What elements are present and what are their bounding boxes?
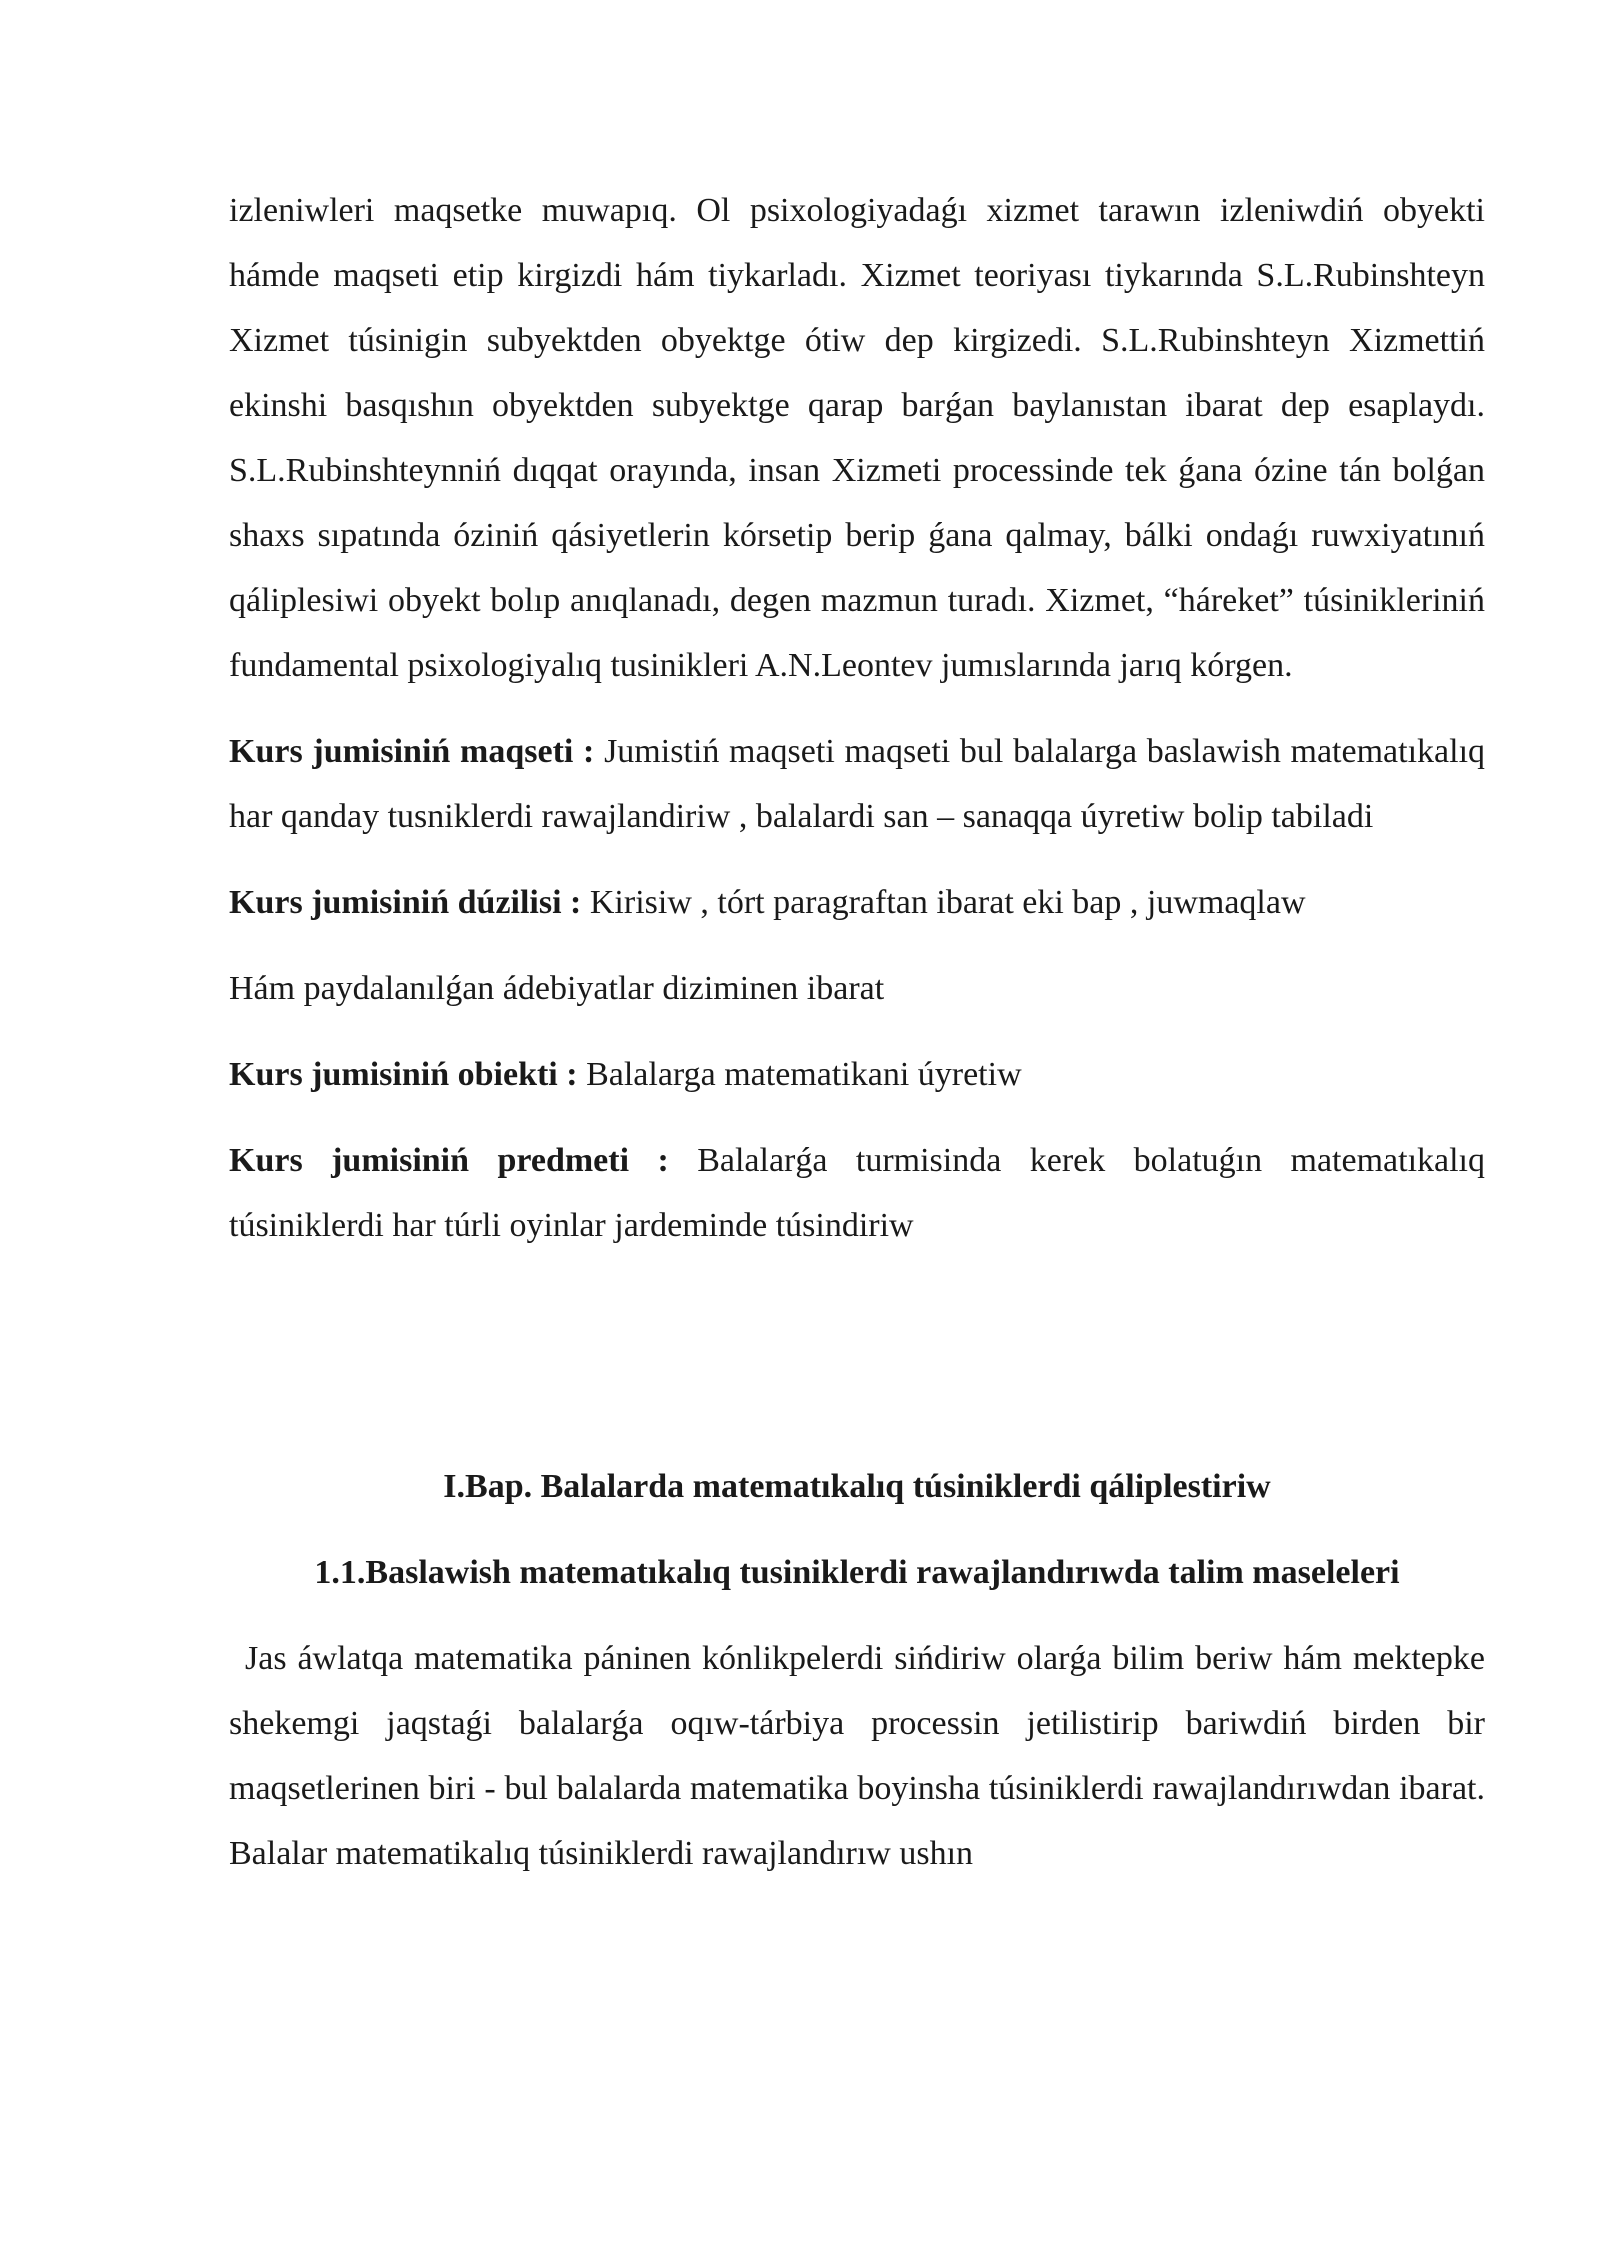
course-subject-paragraph xyxy=(229,1128,1485,1258)
course-structure-continuation: Hám paydalanılǵan ádebiyatlar diziminen ibarat xyxy=(229,970,885,1007)
course-object-label: Kurs jumisiniń obiekti : xyxy=(229,1056,578,1093)
document-page xyxy=(229,178,1485,1886)
course-structure-label: Kurs jumisiniń dúzilisi : xyxy=(229,884,582,921)
course-structure-paragraph xyxy=(229,870,1485,935)
course-goal-label: Kurs jumisiniń maqseti : xyxy=(229,733,595,770)
course-goal-paragraph xyxy=(229,719,1485,849)
course-structure-text: Kirisiw , tórt paragraftan ibarat eki bap , juwmaqlaw xyxy=(589,884,1306,921)
course-subject-label: Kurs jumisiniń predmeti : xyxy=(229,1142,669,1179)
section-title: 1.1.Baslawish matematıkalıq tusiniklerdi rawajlandırıwda talim maseleleri xyxy=(314,1554,1400,1591)
body-paragraph-intro: izleniwleri maqsetke muwapıq. Ol psixologiyadaǵı xizmet tarawın izleniwdiń obyekti hámde maqseti etip kirgizdi hám tiykarladı. Xizmet teoriyası tiykarında S.L.Rubinshteyn Xizmet túsinigin subyektden obyektge ótiw dep kirgizedi. S.L.Rubinshteyn Xizmettiń ekinshi basqıshın obyektden subyektge qarap barǵan baylanıstan ibarat dep esaplaydı. S.L.Rubinshteynniń dıqqat orayında, insan Xizmeti processinde tek ǵana ózine tán bolǵan shaxs sıpatında óziniń qásiyetlerin kórsetip berip ǵana qalmay, bálki ondaǵı ruwxiyatınıń qáliplesiwi obyekt bolıp anıqlanadı, degen mazmun turadı. Xizmet, “háreket” túsinikleriniń fundamental psixologiyalıq tusinikleri A.N.Leontev jumıslarında jarıq kórgen. xyxy=(229,192,1485,684)
chapter-title: I.Bap. Balalarda matematıkalıq túsiniklerdi qáliplestiriw xyxy=(443,1468,1271,1505)
course-object-text: Balalarga matematikani úyretiw xyxy=(586,1056,1022,1093)
course-goal-text: Jumistiń maqseti maqseti bul balalarga baslawish matematıkalıq har qanday tusniklerdi rawajlandiriw , balalardi san – sanaqqa úyretiw bolip tabiladi xyxy=(229,733,1486,835)
course-subject-text: Balalarǵa turmisinda kerek bolatuǵın matematıkalıq túsiniklerdi har túrli oyinlar jardeminde túsindiriw xyxy=(229,1142,1485,1244)
body-paragraph-section: Jas áwlatqa matematika páninen kónlikpelerdi sińdiriw olarǵa bilim beriw hám mektepke shekemgi jaqstaǵi balalarǵa oqıw-tárbiya processin jetilistirip bariwdiń birden bir maqsetlerinen biri - bul balalarda matematika boyinsha túsiniklerdi rawajlandırıwdan ibarat. Balalar matematikalıq túsiniklerdi rawajlandırıw ushın xyxy=(229,1640,1485,1872)
course-object-paragraph xyxy=(229,1042,1485,1107)
